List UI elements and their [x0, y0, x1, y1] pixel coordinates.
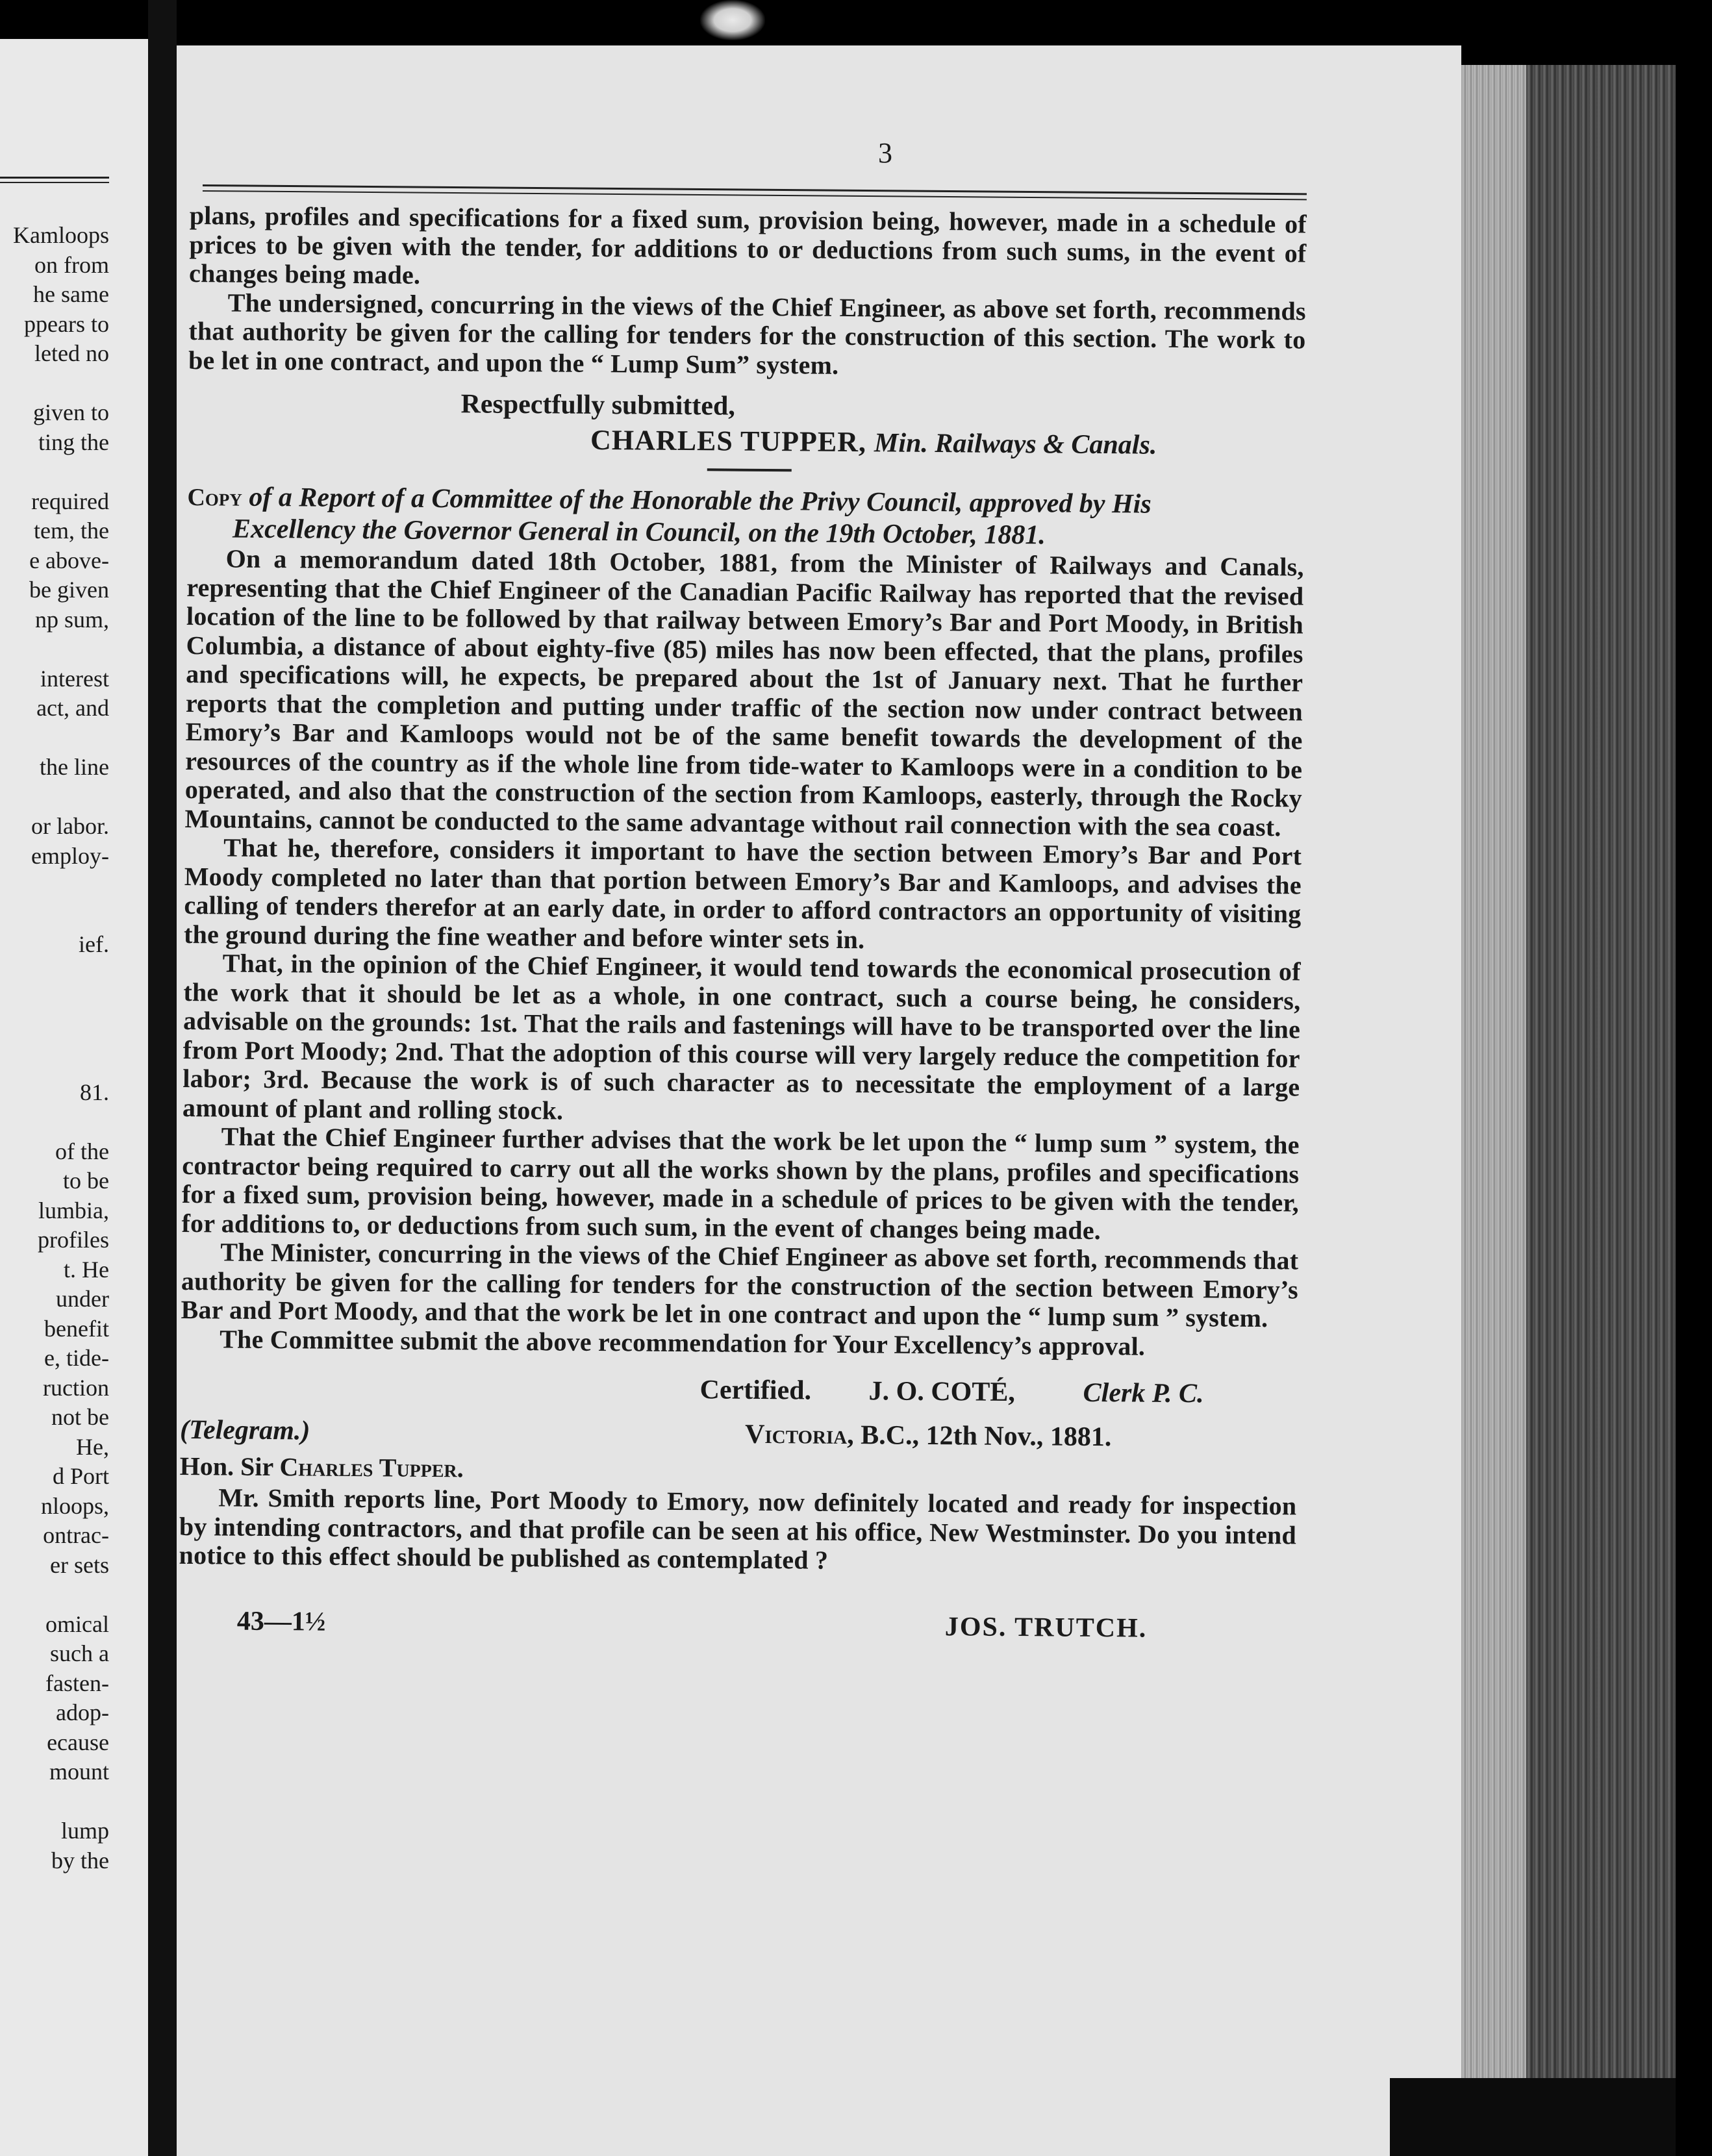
- previous-page-line: [0, 901, 109, 931]
- previous-page-line: [0, 1107, 109, 1137]
- telegram-place: Victoria,: [744, 1419, 854, 1451]
- section-divider: [707, 468, 792, 471]
- paragraph-committee-submit: The Committee submit the above recommendation for Your Excellency’s approval.: [220, 1323, 1146, 1361]
- report-heading: [187, 481, 1305, 553]
- previous-page-line: He,: [76, 1433, 109, 1460]
- telegram-signer: JOS. TRUTCH.: [944, 1611, 1148, 1644]
- previous-page-line: [0, 960, 109, 990]
- previous-page-line: ontrac-: [43, 1522, 109, 1548]
- heading-line-2: Excellency the Governor General in Council, on the 19th October, 1881.: [232, 514, 1046, 551]
- previous-page-rule: [0, 177, 109, 183]
- previous-page-line: mount: [49, 1759, 109, 1785]
- printer-signature-mark: 43—1½: [236, 1606, 326, 1637]
- main-page: [177, 45, 1461, 2156]
- previous-page-line: [0, 1787, 109, 1817]
- previous-page-line: be given: [29, 577, 109, 603]
- previous-page-line: lumbia,: [38, 1197, 109, 1223]
- previous-page-line: the line: [40, 754, 109, 780]
- previous-page-line: ppears to: [24, 310, 109, 337]
- paragraph-telegram: Mr. Smith reports line, Port Moody to Emory, now definitely located and ready for inspection by intending contractors, and that profile can be seen at his office, New Westminster. Do you intend notice to this effect should be published as contemplated ?: [179, 1483, 1297, 1575]
- previous-page-line: Kamloops: [13, 222, 109, 248]
- previous-page-line: [0, 457, 109, 487]
- previous-page-line: [0, 634, 109, 664]
- previous-page-line: nloops,: [40, 1492, 109, 1519]
- previous-page-line: under: [56, 1286, 109, 1312]
- previous-page-line: benefit: [44, 1315, 109, 1342]
- book-spine: [148, 0, 177, 2156]
- minister-name: CHARLES TUPPER,: [590, 423, 867, 458]
- minister-signature: [188, 420, 1305, 464]
- previous-page-line: fasten-: [45, 1670, 109, 1696]
- heading-copy-word: Copy: [187, 483, 243, 512]
- telegram-date: B.C., 12th Nov., 1881.: [861, 1420, 1112, 1453]
- previous-page-line: such a: [50, 1640, 109, 1666]
- previous-page-line: not be: [51, 1404, 109, 1430]
- page-number: 3: [878, 137, 892, 169]
- previous-page-line: on from: [34, 251, 109, 278]
- previous-page-line: [0, 783, 109, 812]
- certifier-role: Clerk P. C.: [1083, 1377, 1204, 1409]
- previous-page-line: [0, 369, 109, 399]
- respectfully-submitted: Respectfully submitted,: [460, 389, 736, 421]
- page-body: [178, 201, 1306, 1659]
- paragraph-lump-sum: That the Chief Engineer further advises that the work be let upon the “ lump sum ” system, the contractor being required to carry out all the works shown by the plans, profiles and specifications for a fixed sum, provision being, however, made in a schedule of prices to be given with the tender, for additions to, or deductions from such sum, in the event of changes being made.: [181, 1122, 1300, 1245]
- previous-page-line: leted no: [34, 340, 109, 366]
- previous-page-line: profiles: [38, 1227, 109, 1253]
- page-footer: [178, 1605, 1295, 1659]
- telegram-place-date: [745, 1419, 1112, 1453]
- previous-page-line: employ-: [31, 842, 109, 869]
- certification-line: [180, 1370, 1297, 1420]
- previous-page-line: np sum,: [34, 606, 109, 633]
- paragraph-section-importance: That he, therefore, considers it important to have the section between Emory’s Bar and Port Moody completed no later than that portion between Emory’s Bar and Kamloops, and advises the calling of tenders therefor at an early date, in order to afford contractors an opportunity of visiting the ground during the fine weather and before winter sets in.: [183, 833, 1302, 954]
- previous-page-line: [0, 1048, 109, 1078]
- previous-page-line: [0, 1580, 109, 1610]
- previous-page-line: e, tide-: [44, 1345, 109, 1371]
- paragraph-continuation: plans, profiles and specifications for a fixed sum, provision being, however, made in a schedule of prices to be given with the tender, for additions to or deductions from such sums, in the event of changes being made.: [188, 201, 1307, 290]
- header-rule: [203, 184, 1307, 200]
- previous-page-line: lump: [60, 1818, 109, 1844]
- previous-page-line: by the: [51, 1847, 109, 1874]
- page-block-shadow: [1526, 65, 1676, 2130]
- previous-page-text: [0, 221, 109, 1875]
- previous-page-line: interest: [40, 665, 109, 692]
- previous-page-line: act, and: [36, 695, 109, 721]
- paragraph-minister-recommends: The Minister, concurring in the views of the Chief Engineer as above set forth, recommends that authority be given for the calling for tenders for the construction of the section between Emory’s Bar and Port Moody, and that the work be let in one contract and upon the “ lump sum ” system.: [181, 1237, 1299, 1333]
- previous-page-line: tem, the: [34, 518, 109, 544]
- paragraph-memorandum: On a memorandum dated 18th October, 1881, from the Minister of Railways and Canals, representing that the Chief Engineer of the Canadian Pacific Railway has reported that the revised location of the line to be followed by that railway between Emory’s Bar and Port Moody, in British Columbia, a distance of about eighty-five (85) miles has now been effected, that the plans, profiles and specifications will, he expects, be prepared about the 1st of January next. That he further reports that the completion and putting under traffic of the section now under contract between Emory’s Bar and Kamloops would not be of the same benefit towards the development of the resources of the country as if the whole line from tide-water to Kamloops were in a condition to be operated, and also that the construction of the section from Kamloops, easterly, through the Rocky Mountains, cannot be conducted to the same advantage without rail connection with the sea coast.: [184, 544, 1304, 842]
- previous-page-line: of the: [55, 1138, 109, 1164]
- paper-tear: [700, 0, 765, 40]
- addressee-prefix: Hon. Sir: [179, 1451, 273, 1482]
- page-edges: [1461, 65, 1526, 2130]
- previous-page-line: e above-: [29, 547, 109, 573]
- addressee-name: Charles Tupper.: [279, 1452, 464, 1483]
- previous-page-line: adop-: [56, 1699, 109, 1725]
- previous-page-line: 81.: [80, 1079, 109, 1105]
- previous-page-line: ief.: [79, 931, 109, 957]
- certifier-name: J. O. COTÉ,: [868, 1376, 1016, 1408]
- previous-page-line: ting the: [38, 429, 109, 455]
- previous-page-line: t. He: [64, 1256, 109, 1283]
- previous-page-line: he same: [33, 281, 109, 307]
- minister-role: Min. Railways & Canals.: [874, 428, 1157, 460]
- previous-page-line: required: [31, 488, 109, 514]
- previous-page-line: omical: [45, 1611, 109, 1637]
- bottom-shadow: [1390, 2078, 1676, 2156]
- previous-page-line: [0, 1019, 109, 1049]
- previous-page-line: d Port: [52, 1463, 109, 1489]
- previous-page-line: er sets: [50, 1551, 109, 1578]
- previous-page-line: given to: [33, 399, 109, 425]
- certified-label: Certified.: [699, 1375, 812, 1406]
- previous-page: [0, 39, 148, 2156]
- previous-page-line: [0, 989, 109, 1019]
- previous-page-line: ruction: [43, 1374, 109, 1401]
- previous-page-line: ecause: [47, 1729, 109, 1755]
- telegram-label: (Telegram.): [179, 1414, 310, 1446]
- paragraph-single-contract: That, in the opinion of the Chief Engineer, it would tend towards the economical prosecution of the work that it should be let as a whole, in one contract, such a course being, he considers, advisable on the grounds: 1st. That the rails and fastenings will have to be transported over the line from Port Moody; 2nd. That the adoption of this course will very largely reduce the competition for labor; 3rd. Because the work is of such character as to necessitate the employment of a large amount of plant and rolling stock.: [182, 948, 1301, 1125]
- previous-page-line: [0, 871, 109, 901]
- previous-page-line: [0, 723, 109, 753]
- previous-page-line: or labor.: [31, 813, 109, 839]
- previous-page-line: to be: [63, 1168, 109, 1194]
- heading-line-1: of a Report of a Committee of the Honorable the Privy Council, approved by His: [249, 482, 1152, 520]
- paragraph-recommendation: The undersigned, concurring in the views of the Chief Engineer, as above set forth, recommends that authority be given for the calling for tenders for the construction of this section. The work to be let in one contract, and upon the “ Lump Sum” system.: [188, 287, 1306, 380]
